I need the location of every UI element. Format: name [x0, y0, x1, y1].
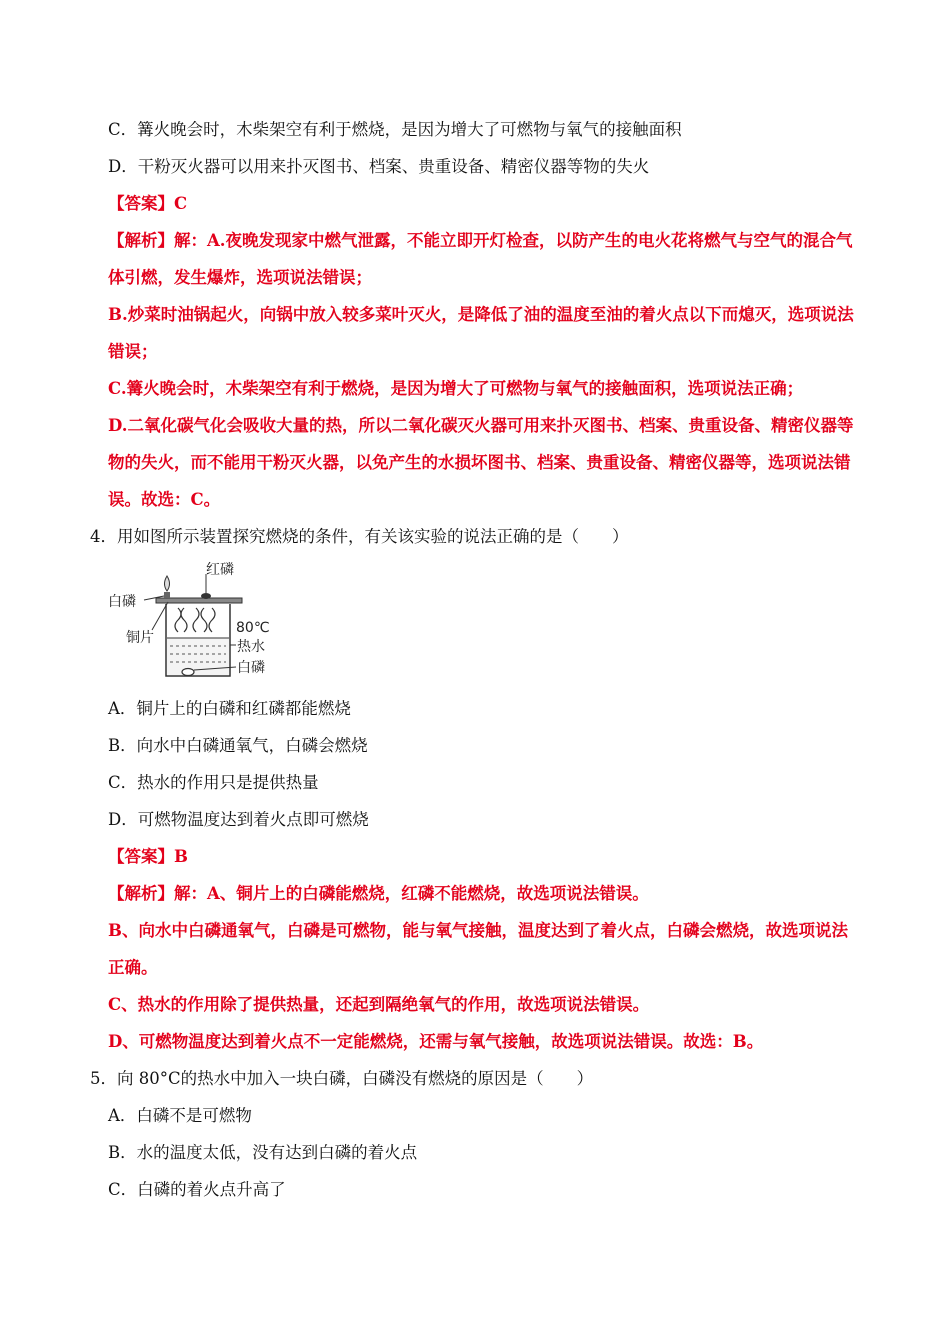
q3-option-c: C．篝火晚会时，木柴架空有利于燃烧，是因为增大了可燃物与氧气的接触面积 — [108, 120, 682, 139]
answer-value: C — [174, 194, 188, 213]
label-temperature: 80℃ — [236, 620, 270, 636]
q4-option-d: D．可燃物温度达到着火点即可燃烧 — [108, 810, 369, 829]
q3-analysis-line-3: B.炒菜时油锅起火，向锅中放入较多菜叶灭火，是降低了油的温度至油的着火点以下而熄灭，选项说法 — [108, 305, 854, 324]
answer-value: B — [174, 847, 188, 866]
q4-option-c: C．热水的作用只是提供热量 — [108, 773, 319, 792]
q4-analysis-line-2: B、向水中白磷通氧气，白磷是可燃物，能与氧气接触，温度达到了着火点，白磷会燃烧，故选项说法 — [108, 921, 848, 940]
label-red-phosphorus: 红磷 — [206, 562, 234, 578]
label-white-phosphorus-bottom: 白磷 — [237, 660, 265, 676]
q3-analysis-line-7: 物的失火，而不能用干粉灭火器，以免产生的水损坏图书、档案、贵重设备、精密仪器等，选项说法错 — [108, 453, 851, 472]
q3-analysis-line-4: 错误； — [108, 342, 158, 361]
q3-analysis-line-2: 体引燃，发生爆炸，选项说法错误； — [108, 268, 372, 287]
q4-analysis-line-1 — [108, 883, 649, 905]
answer-label: 【答案】 — [108, 194, 174, 213]
q3-analysis-line-8: 误。故选：C。 — [108, 490, 221, 509]
q3-analysis-line-1 — [108, 230, 853, 252]
q3-analysis-line-5: C.篝火晚会时，木柴架空有利于燃烧，是因为增大了可燃物与氧气的接触面积，选项说法正确； — [108, 379, 804, 398]
q5-question: 5．向 80°C的热水中加入一块白磷，白磷没有燃烧的原因是（ ） — [90, 1069, 594, 1088]
q4-answer — [108, 846, 188, 868]
q4-option-a: A．铜片上的白磷和红磷都能燃烧 — [108, 699, 351, 718]
answer-label: 【答案】 — [108, 847, 174, 866]
q4-question: 4．用如图所示装置探究燃烧的条件，有关该实验的说法正确的是（ ） — [90, 527, 629, 546]
analysis-text: 解：A、铜片上的白磷能燃烧，红磷不能燃烧，故选项说法错误。 — [174, 884, 649, 903]
q5-option-a: A．白磷不是可燃物 — [108, 1106, 252, 1125]
q5-option-c: C．白磷的着火点升高了 — [108, 1180, 286, 1199]
q4-analysis-line-5: D、可燃物温度达到着火点不一定能燃烧，还需与氧气接触，故选项说法错误。故选：B。 — [108, 1032, 764, 1051]
label-white-phosphorus-top: 白磷 — [108, 594, 136, 610]
combustion-apparatus-figure — [108, 558, 278, 684]
q3-analysis-line-6: D.二氧化碳气化会吸收大量的热，所以二氧化碳灭火器可用来扑灭图书、档案、贵重设备、精密仪器等 — [108, 416, 854, 435]
label-copper-sheet: 铜片 — [126, 630, 154, 646]
label-hot-water: 热水 — [237, 639, 265, 655]
q4-analysis-line-4: C、热水的作用除了提供热量，还起到隔绝氧气的作用，故选项说法错误。 — [108, 995, 650, 1014]
q5-option-b: B．水的温度太低，没有达到白磷的着火点 — [108, 1143, 418, 1162]
analysis-label: 【解析】 — [108, 231, 174, 250]
q3-option-d: D．干粉灭火器可以用来扑灭图书、档案、贵重设备、精密仪器等物的失火 — [108, 157, 650, 176]
q3-answer — [108, 193, 187, 215]
q4-option-b: B．向水中白磷通氧气，白磷会燃烧 — [108, 736, 368, 755]
analysis-label: 【解析】 — [108, 884, 174, 903]
analysis-text: 解：A.夜晚发现家中燃气泄露，不能立即开灯检查，以防产生的电火花将燃气与空气的混合气 — [174, 231, 853, 250]
q4-analysis-line-3: 正确。 — [108, 958, 158, 977]
